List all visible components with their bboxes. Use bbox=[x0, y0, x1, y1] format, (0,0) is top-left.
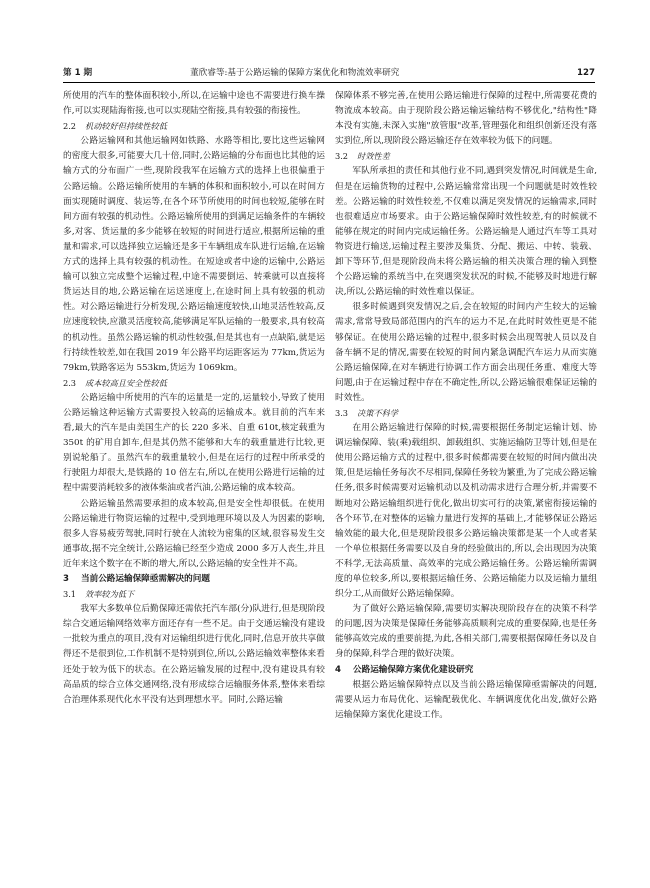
subsection-number: 3.1 bbox=[63, 589, 77, 600]
section-number: 3 bbox=[63, 574, 69, 584]
subsection-number: 3.3 bbox=[335, 407, 349, 418]
left-column bbox=[63, 89, 325, 708]
subsection-title: 时效性差 bbox=[357, 151, 390, 162]
subsection-heading-3-3 bbox=[335, 406, 597, 421]
paragraph: 为了做好公路运输保障,需要切实解决现阶段存在的决策不科学的问题,因为决策是保障任务能够高质顺利完成的重要保障,也是任务能够高效完成的重要前提,为此,各相关部门,需要根据保障任务以及自身的保障,科学合理的做好决策。 bbox=[335, 604, 597, 660]
article-running-title: 董欣睿等:基于公路运输的保障方案优化和物流效率研究 bbox=[190, 68, 400, 78]
issue-number: 第 1 期 bbox=[63, 68, 93, 78]
subsection-number: 2.3 bbox=[63, 377, 77, 388]
right-column bbox=[335, 89, 597, 723]
subsection-title: 机动较好但持续性较低 bbox=[85, 121, 167, 132]
subsection-title: 决策不科学 bbox=[357, 407, 398, 418]
section-heading-3 bbox=[63, 572, 325, 587]
subsection-number: 3.2 bbox=[335, 151, 349, 162]
subsection-heading-3-2 bbox=[335, 149, 597, 164]
subsection-heading-2-3 bbox=[63, 376, 325, 391]
section-number: 4 bbox=[335, 664, 341, 675]
subsection-title: 效率较为低下 bbox=[85, 589, 135, 600]
subsection-heading-2-2 bbox=[63, 119, 325, 134]
subsection-title: 成本较高且安全性较低 bbox=[85, 377, 167, 388]
page-number: 127 bbox=[577, 68, 595, 78]
paragraph: 军队所承担的责任和其他行业不同,遇到突发情况,时间就是生命,但是在运输货物的过程中,公路运输常常出现一个问题就是时效性较差。公路运输的时效性较差,不仅难以满足突发情况的运输需求,同时也很难适应市场要求。由于公路运输保障时效性较差,有的时候就不能够在规定的时间内完成运输任务。公路运输是人通过汽车等工具对物资进行输送,运输过程主要涉及集货、分配、搬运、中转、装载、卸下等环节,但是现阶段尚未将公路运输的相关决策合理的输入到整个公路运输的系统当中,在突遇突发状况的时候,不能够及时地进行解决,所以,公路运输的时效性难以保证。 bbox=[335, 166, 597, 298]
paragraph: 所使用的汽车的整体面积较小,所以,在运输中途也不需要进行换车操作,可以实现陆海衔接,也可以实现陆空衔接,具有较强的衔接性。 bbox=[63, 91, 325, 117]
paragraph: 公路运输中所使用的汽车的运量是一定的,运量较小,导致了使用公路运输这种运输方式需要投入较高的运输成本。就目前的汽车来看,最大的汽车是由美国生产的长 220 多米、自重 610t,核定载重为 350t 的矿用自卸车,但是其仍然不能够和大车的载重量进行比较,更别说轮船了。虽然汽车的载重量较小,但是在运行的过程中所承受的行驶阻力却很大,是铁路的 10 倍左右,所以,在使用公路进行运输的过程中需要消耗较多的液体柴油或者汽油,公路运输的成本较高。 bbox=[63, 392, 325, 494]
header-rule bbox=[63, 82, 595, 83]
section-heading-4 bbox=[335, 663, 597, 678]
paragraph: 公路运输虽然需要承担的成本较高,但是安全性却很低。在使用公路运输进行物资运输的过程中,受到地理环境以及人为因素的影响,很多人容易疲劳驾驶,同时行驶在人流较为密集的区域,很容易发生交通事故,据不完全统计,公路运输已经至少造成 2000 多万人丧生,并且近年来这个数字在不断的增大,所以,公路运输的安全性并不高。 bbox=[63, 498, 325, 569]
subsection-number: 2.2 bbox=[63, 121, 77, 132]
paragraph: 根据公路运输保障特点以及当前公路运输保障亟需解决的问题,需要从运力布局优化、运输配载优化、车辆调度优化出发,做好公路运输保障方案优化建设工作。 bbox=[335, 679, 597, 720]
paragraph: 在用公路运输进行保障的时候,需要根据任务制定运输计划、协调运输保障、装(乘)载组织、卸载组织、实施运输防卫等计划,但是在使用公路运输方式的过程中,很多时候都需要在较短的时间内做出决策,但是运输任务每次不尽相同,保障任务较为繁重,为了完成公路运输任务,很多时候需要对运输机动以及机动需求进行合理分析,并需要不断地对公路运输组织进行优化,做出切实可行的决策,紧密衔接运输的各个环节,在对整体的运输力量进行发挥的基础上,才能够保证公路运输效能的最大化,但是现阶段很多公路运输决策都是某一个人或者某一个单位根据任务需要以及自身的经验做出的,所以,会出现因为决策不科学,无法高质量、高效率的完成公路运输任务。公路运输所需调度的单位较多,所以,要根据运输任务、公路运输能力以及运输力量组织分工,从而做好公路运输保障。 bbox=[335, 423, 597, 600]
running-header bbox=[63, 66, 595, 80]
section-title: 当前公路运输保障亟需解决的问题 bbox=[81, 574, 210, 584]
subsection-heading-3-1 bbox=[63, 587, 325, 602]
paragraph: 我军大多数单位后勤保障还需依托汽车部(分)队进行,但是现阶段综合交通运输网络效率方面还存有一些不足。由于交通运输没有建设一批较为重点的项目,没有对运输组织进行优化,同时,信息开放共享做得还不是很到位,工作机制不是特别到位,所以,公路运输效率整体来看还处于较为低下的状态。在公路运输发展的过程中,没有建设具有较高品质的综合立体交通网络,没有形成综合运输服务体系,整体来看综合治理体系现代化水平没有达到理想水平。同时,公路运输 bbox=[63, 604, 325, 705]
paragraph: 公路运输网和其他运输网如铁路、水路等相比,要比这些运输网的密度大很多,可能要大几十倍,同时,公路运输的分布面也比其他的运输方式的分布面广一些,现阶段我军在运输方式的选择上也很偏重于公路运输。公路运输所使用的车辆的体积和面积较小,可以在时间方面实现随时调度、装运等,在各个环节所使用的时间也较短,能够在时间方面有较强的机动性。公路运输所使用的到满足运输条件的车辆较多,对客、货运量的多少能够在较短的时间进行适应,根据所运输的重量和需求,可以选择独立运输还是多干车辆组成车队进行运输,在运输方式的选择上具有较强的机动性。在短途或者中途的运输中,公路运输可以独立完成整个运输过程,中途不需要倒运、转乘就可以直接将货运达目的地,公路运输在运送速度上,在途时间上具有较强的机动性。对公路运输进行分析发现,公路运输速度较快,山地灵活性较高,反应速度较快,应激灵活度较高,能够满足军队运输的一般要求,具有较高的机动性。虽然公路运输的机动性较强,但是其也有一点缺陷,就是运行持续性较差,如在我国 2019 年公路平均运距客运为 77km,货运为 79km,铁路客运为 553km,货运为 1069km。 bbox=[63, 136, 325, 373]
paragraph: 保障体系不够完善,在使用公路运输进行保障的过程中,所需要花费的物流成本较高。由于现阶段公路运输运输结构不够优化,"结构性"降本没有实施,未深入实施"放管服"改革,管理强化和组织创新还没有落实到位,所以,现阶段公路运输还存在效率较为低下的问题。 bbox=[335, 91, 597, 147]
section-title: 公路运输保障方案优化建设研究 bbox=[353, 664, 474, 675]
paragraph: 很多时候遇到突发情况之后,会在较短的时间内产生较大的运输需求,常常导致局部范围内的汽车的运力不足,在此时时效性更是不能够保证。在使用公路运输的过程中,很多时候会出现驾驶人员以及自备车辆不足的情况,需要在较短的时间内紧急调配汽车运力从而实施公路运输保障,在对车辆进行协调工作方面会出现任务重、难度大等问题,由于在运输过程中存在不确定性,所以,公路运输很难保证运输的时效性。 bbox=[335, 302, 597, 403]
